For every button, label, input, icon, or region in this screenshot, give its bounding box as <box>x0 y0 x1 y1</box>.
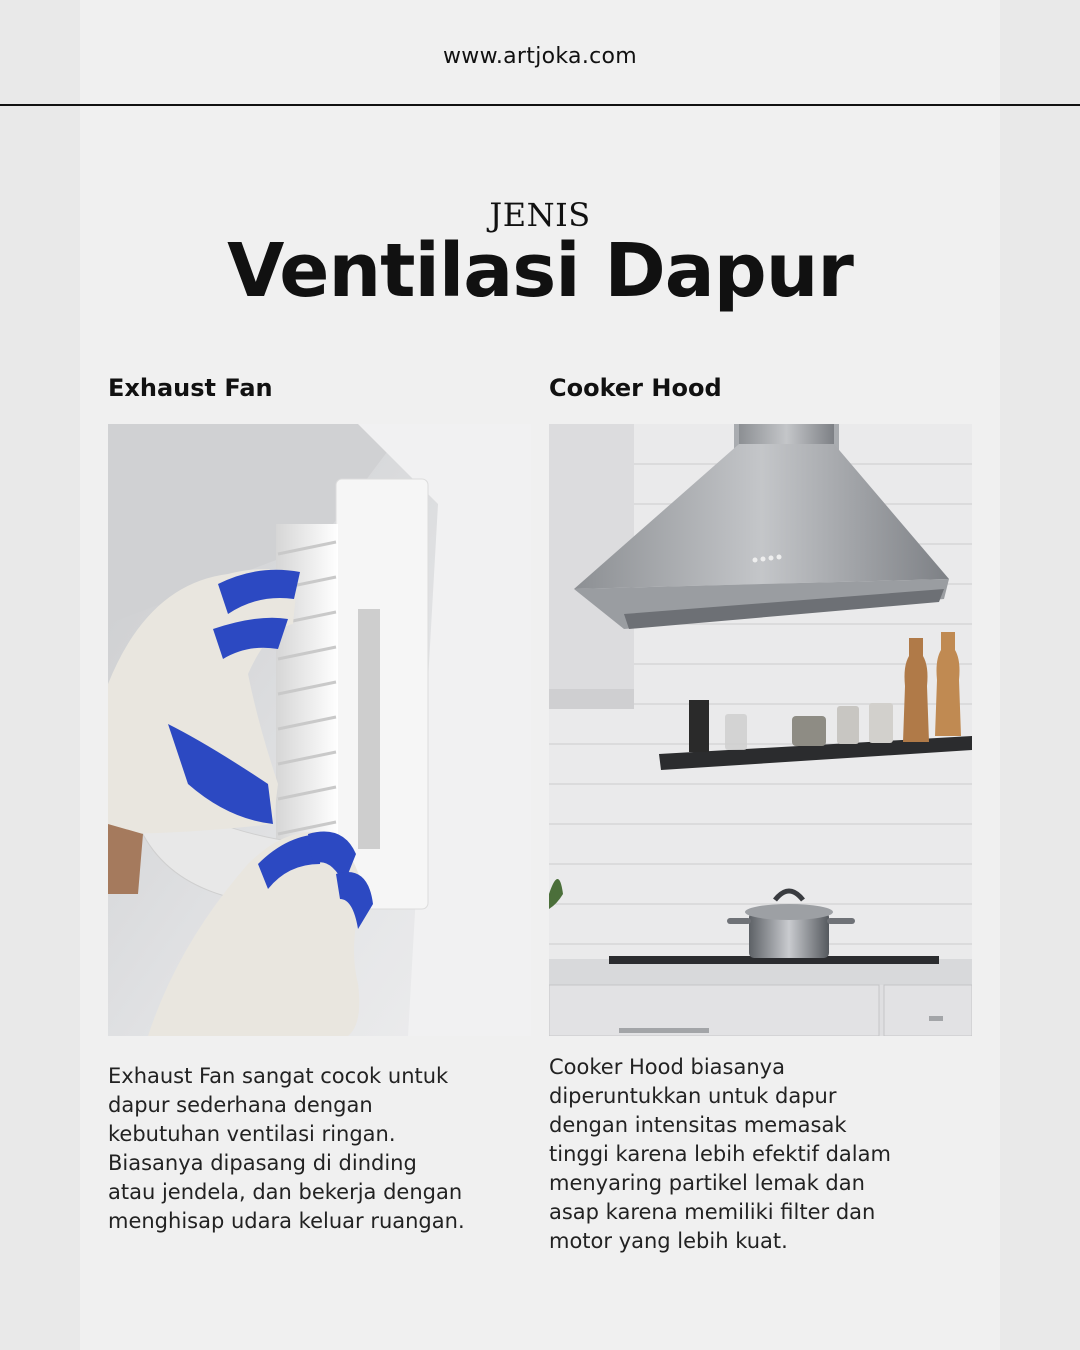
title-kicker: JENIS <box>489 196 591 234</box>
cooker-hood-heading: Cooker Hood <box>549 374 722 402</box>
cooker-hood-description: Cooker Hood biasanya diperuntukkan untuk dapur dengan intensitas memasak tinggi karena lebih efektif dalam menyaring partikel lemak dan asap karena memiliki filter dan motor yang lebih kuat. <box>549 1055 891 1253</box>
cooker-hood-photo <box>549 424 972 1036</box>
site-url: www.artjoka.com <box>443 44 637 69</box>
header-divider <box>0 104 1080 106</box>
exhaust-fan-heading: Exhaust Fan <box>108 374 273 402</box>
exhaust-fan-description: Exhaust Fan sangat cocok untuk dapur sederhana dengan kebutuhan ventilasi ringan. Biasanya dipasang di dinding atau jendela, dan bekerja dengan menghisap udara keluar ruangan. <box>108 1064 465 1233</box>
page-title: Ventilasi Dapur <box>227 228 853 314</box>
exhaust-fan-photo <box>108 424 531 1036</box>
